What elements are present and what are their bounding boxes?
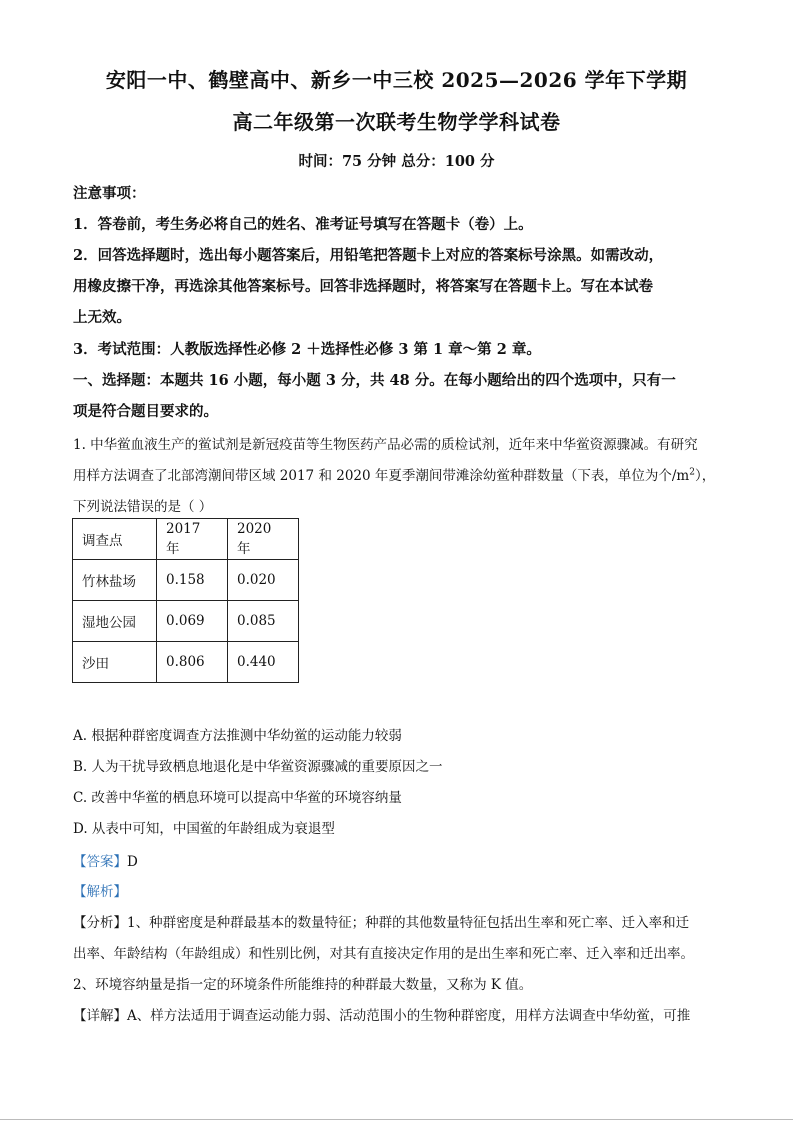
table-header-cell: 调查点 xyxy=(73,519,157,560)
table-cell: 竹林盐场 xyxy=(73,560,157,601)
page-bottom-divider xyxy=(0,1119,793,1120)
answer-label: 【答案】 xyxy=(73,854,127,870)
notes-line-5: 3．考试范围：人教版选择性必修 2 ＋选择性必修 3 第 1 章～第 2 章。 xyxy=(73,341,541,358)
option-a: A. 根据种群密度调查方法推测中华幼鲎的运动能力较弱 xyxy=(73,728,402,744)
table-header-row xyxy=(73,519,299,560)
table-header-cell: 2020 年 xyxy=(228,519,299,560)
question1-stem-line3: 下列说法错误的是（ ） xyxy=(73,499,213,515)
table-cell: 0.085 xyxy=(228,601,299,642)
question1-stem-line2 xyxy=(73,464,723,484)
section-instruction-line1: 一、选择题：本题共 16 小题，每小题 3 分，共 48 分。在每小题给出的四个选项中，只有一 xyxy=(73,372,676,389)
notes-line-1: 1．答卷前，考生务必将自己的姓名、准考证号填写在答题卡（卷）上。 xyxy=(73,216,533,233)
table-cell: 0.806 xyxy=(157,642,228,683)
analysis-line-1: 【分析】1、种群密度是种群最基本的数量特征；种群的其他数量特征包括出生率和死亡率、迁入率和迁 xyxy=(73,915,690,931)
option-d: D. 从表中可知，中国鲎的年龄组成为衰退型 xyxy=(73,821,335,837)
exam-title-line2: 高二年级第一次联考生物学学科试卷 xyxy=(232,110,561,134)
exam-title-line1: 安阳一中、鹤壁高中、新乡一中三校 2025—2026 学年下学期 xyxy=(105,68,688,92)
table-cell: 0.069 xyxy=(157,601,228,642)
table-row xyxy=(73,560,299,601)
analysis-line-3: 2、环境容纳量是指一定的环境条件所能维持的种群最大数量，又称为 K 值。 xyxy=(73,977,533,993)
notes-line-4: 上无效。 xyxy=(73,309,131,326)
table-cell: 0.020 xyxy=(228,560,299,601)
section-instruction-line2: 项是符合题目要求的。 xyxy=(73,403,218,420)
question1-stem-line2-tail: ）， xyxy=(694,468,716,484)
table-cell: 湿地公园 xyxy=(73,601,157,642)
exam-time-score: 时间：75 分钟 总分：100 分 xyxy=(298,153,495,170)
survey-table xyxy=(72,518,299,683)
table-header-cell: 2017 年 xyxy=(157,519,228,560)
option-c: C. 改善中华鲎的栖息环境可以提高中华鲎的环境容纳量 xyxy=(73,790,402,806)
notes-line-2: 2．回答选择题时，选出每小题答案后，用铅笔把答题卡上对应的答案标号涂黑。如需改动， xyxy=(73,247,664,264)
table-row xyxy=(73,601,299,642)
table-row xyxy=(73,642,299,683)
analysis-label: 【解析】 xyxy=(73,884,127,900)
table-cell: 沙田 xyxy=(73,642,157,683)
superscript-2: 2 xyxy=(689,467,695,478)
answer-line xyxy=(73,850,723,870)
option-b: B. 人为干扰导致栖息地退化是中华鲎资源骤减的重要原因之一 xyxy=(73,759,443,775)
question1-stem-line2-text: 用样方法调查了北部湾潮间带区域 2017 和 2020 年夏季潮间带滩涂幼鲎种群数量（下表，单位为个/m xyxy=(73,468,690,484)
table-cell: 0.440 xyxy=(228,642,299,683)
analysis-line-4: 【详解】A、样方法适用于调查运动能力弱、活动范围小的生物种群密度，用样方法调查中华幼鲎，可推 xyxy=(73,1008,691,1024)
analysis-line-2: 出率、年龄结构（年龄组成）和性别比例，对其有直接决定作用的是出生率和死亡率、迁入率和迁出率。 xyxy=(73,946,694,962)
table-cell: 0.158 xyxy=(157,560,228,601)
question1-stem-line1: 1. 中华鲎血液生产的鲎试剂是新冠疫苗等生物医药产品必需的质检试剂，近年来中华鲎资源骤减。有研究 xyxy=(73,437,698,453)
answer-value: D xyxy=(127,854,138,870)
notes-line-3: 用橡皮擦干净，再选涂其他答案标号。回答非选择题时，将答案写在答题卡上。写在本试卷 xyxy=(73,278,653,295)
notes-heading: 注意事项： xyxy=(73,185,146,202)
